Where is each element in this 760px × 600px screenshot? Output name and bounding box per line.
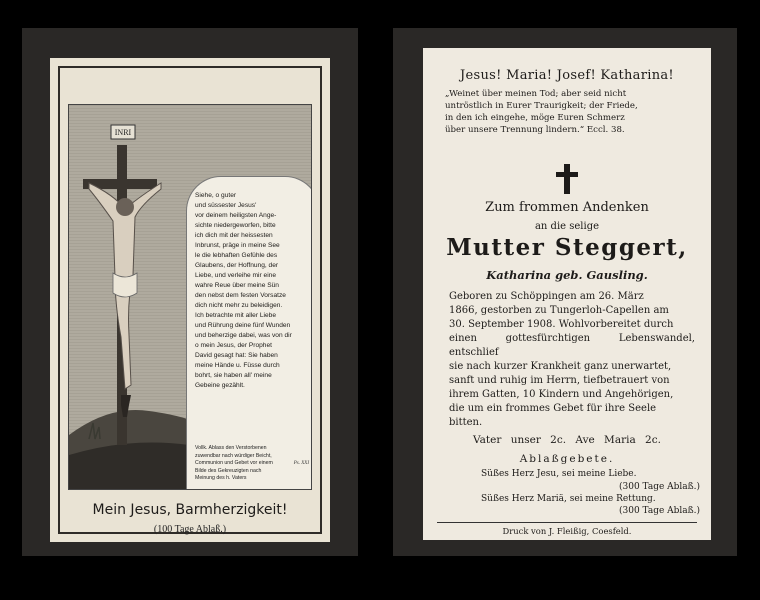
biography-text: Geboren zu Schöppingen am 26. März 1866, gestorben zu Tungerloh-Capellen am 30. September 1908. Wohlvorbereitet durch einen gottesfürchtigen Lebenswandel, entschlief sie nach kurzer Krankheit ganz unerwartet, sanft und ruhig im Herrn, tiefbetrauert von ihrem Gatten, 10 Kindern und Angehörigen, die um ein frommes Gebet für ihre Seele bitten. bbox=[449, 291, 695, 428]
right-memorial-card bbox=[393, 28, 737, 556]
memorial-line: Zum frommen Andenken bbox=[485, 200, 649, 215]
invocation-heading: Jesus! Maria! Josef! Katharina! bbox=[460, 68, 674, 83]
divider bbox=[437, 522, 697, 523]
left-card-paper bbox=[50, 58, 330, 542]
printer-credit: Druck von J. Fleißig, Coesfeld. bbox=[502, 526, 632, 536]
maiden-name: Katharina geb. Gausling. bbox=[486, 268, 648, 282]
prayer-request: Vater unser 2c. Ave Maria 2c. bbox=[473, 434, 661, 446]
inri-plaque: INRI bbox=[114, 128, 132, 137]
indulgence-note: Vollk. Ablass den Verstorbenen zuwendbar nach würdiger Beicht, Communion und Gebet vor einem Bilde des Gekreuzigten nach Meinung des h. Vaters bbox=[195, 445, 273, 481]
indulgence-days-mary: (300 Tage Ablaß.) bbox=[619, 506, 701, 516]
left-caption: Mein Jesus, Barmherzigkeit! bbox=[92, 502, 288, 518]
indulgence-prayer-jesus: Süßes Herz Jesu, sei meine Liebe. bbox=[481, 469, 637, 479]
right-card-paper bbox=[423, 48, 711, 540]
psalm-reference: Ps. XXI bbox=[293, 461, 309, 466]
crucifixion-illustration bbox=[68, 104, 312, 490]
indulgence-days-jesus: (300 Tage Ablaß.) bbox=[619, 482, 701, 492]
prayer-panel bbox=[187, 177, 312, 490]
left-memorial-card bbox=[22, 28, 358, 556]
cross-icon bbox=[556, 164, 578, 198]
prayer-text: Siehe, o guter und süssester Jesus' vor deinem heiligsten Ange- sichte niedergeworfen, bitte ich dich mit der heissesten Inbrunst, präge in meine See le die lebhaften Gefühle des Glaubens, der Hoffnung, der Liebe, und verleihe mir eine wahre Reue über meine Sün den nebst dem festen Vorsatze dich nicht mehr zu beleidigen. Ich betrachte mit aller Liebe und Rührung deine fünf Wunden und beherzige dabei, was von dir o mein Jesus, der Prophet David gesagt hat: Sie haben meine Hände u. Füsse durch bohrt, sie haben all' meine Gebeine gezählt. bbox=[195, 192, 292, 389]
indulgence-prayer-mary: Süßes Herz Mariä, sei meine Rettung. bbox=[481, 494, 656, 504]
dedication-line: an die selige bbox=[534, 221, 600, 232]
deceased-name: Mutter Steggert, bbox=[446, 234, 688, 261]
left-sub-caption: (100 Tage Ablaß.) bbox=[153, 524, 227, 535]
indulgence-prayers-heading: Ablaßgebete. bbox=[519, 453, 615, 465]
scripture-quote: „Weinet über meinen Tod; aber seid nicht untröstlich in Eurer Traurigkeit; der Friede, in den ich eingehe, möge Euren Schmerz über unsere Trennung lindern.“ Eccl. 38. bbox=[445, 89, 638, 135]
